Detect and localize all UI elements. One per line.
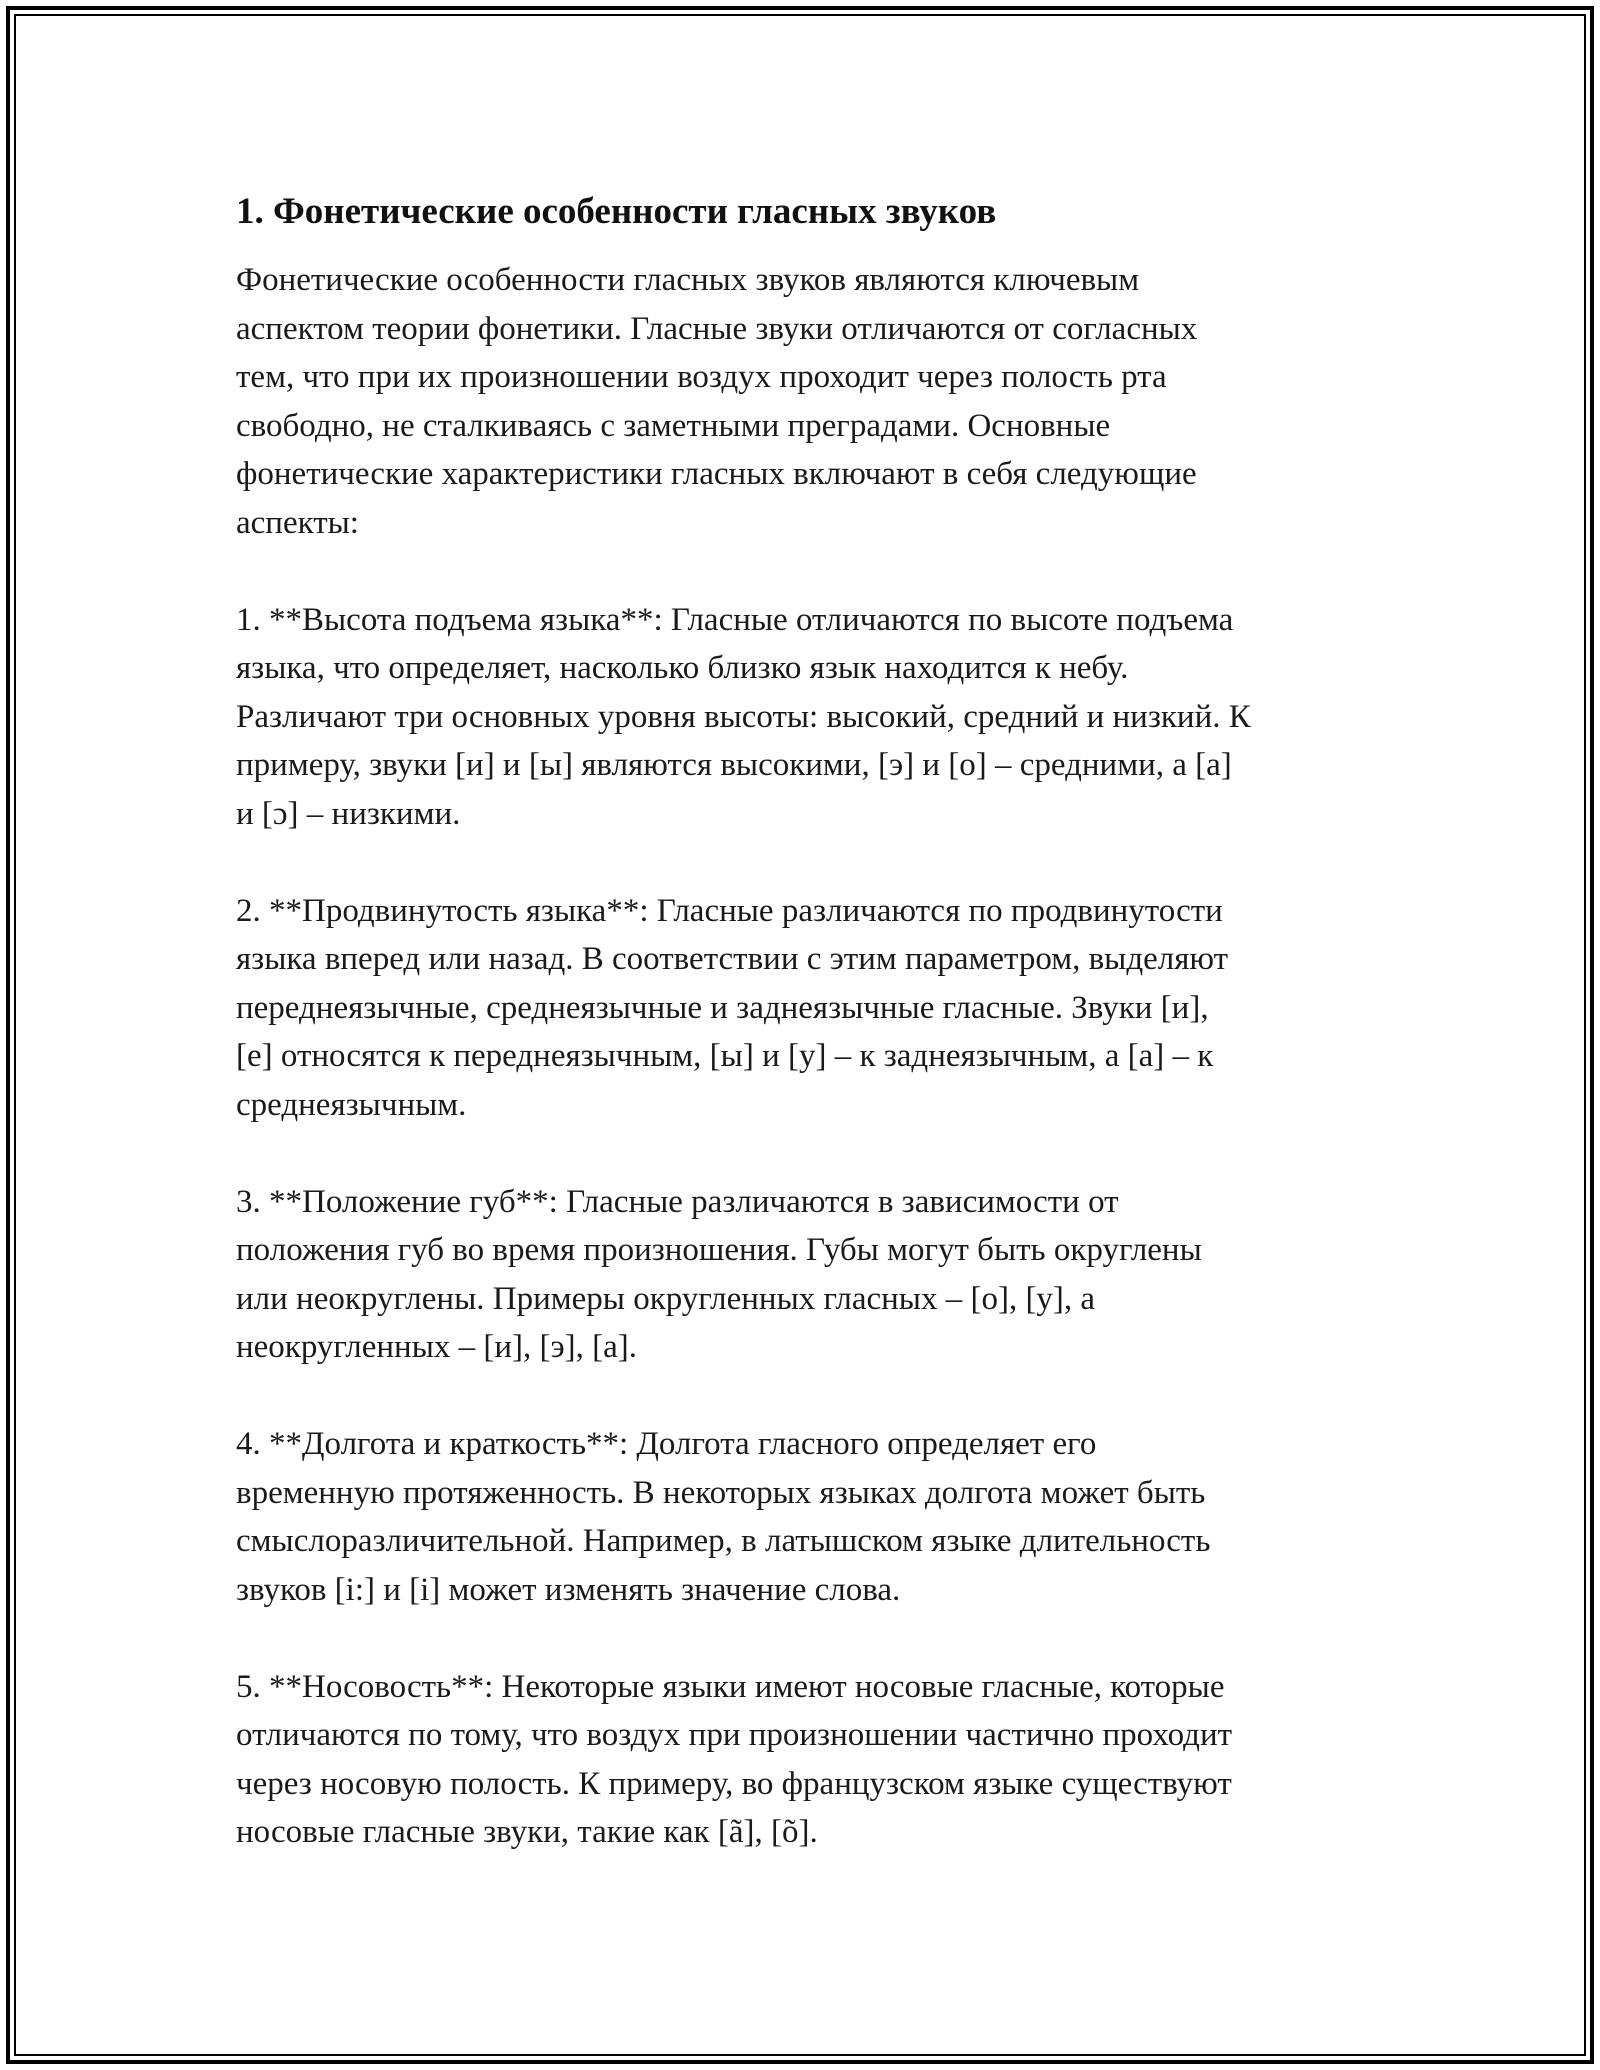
intro-paragraph: Фонетические особенности гласных звуков являются ключевым аспектом теории фонетики. Гласные звуки отличаются от согласных тем, что при их произношении воздух проходит через полость рта свободно, не сталкиваясь с заметными преградами. Основные фонетические характеристики гласных включают в себя следующие аспекты: — [236, 262, 1198, 541]
page-title: 1. Фонетические особенности гласных звуков — [236, 191, 997, 232]
list-item-nasality: 5. **Носовость**: Некоторые языки имеют носовые гласные, которые отличаются по тому, что воздух при произношении частично проходит через носовую полость. К примеру, во французском языке существуют носовые гласные звуки, такие как [ã], [õ]. — [236, 1668, 1233, 1850]
document-body — [236, 186, 1386, 1857]
list-item-length: 4. **Долгота и краткость**: Долгота гласного определяет его временную протяженность. В некоторых языках долгота может быть смыслоразличительной. Например, в латышском языке длительность звуков [i:] и [i] может изменять значение слова. — [236, 1426, 1211, 1608]
list-item-tongue-height: 1. **Высота подъема языка**: Гласные отличаются по высоте подъема языка, что определяет, насколько близко язык находится к небу. Различают три основных уровня высоты: высокий, средний и низкий. К примеру, звуки [и] и [ы] являются высокими, [э] и [о] – средними, а [а] и [ɔ] – низкими. — [236, 601, 1251, 832]
list-item-tongue-advancement: 2. **Продвинутость языка**: Гласные различаются по продвинутости языка вперед или назад. В соответствии с этим параметром, выделяют переднеязычные, среднеязычные и заднеязычные гласные. Звуки [и], [е] относятся к переднеязычным, [ы] и [у] – к заднеязычным, а [а] – к среднеязычным. — [236, 892, 1229, 1123]
list-item-lip-position: 3. **Положение губ**: Гласные различаются в зависимости от положения губ во время произношения. Губы могут быть округлены или неокруглены. Примеры округленных гласных – [о], [у], а неокругленных – [и], [э], [а]. — [236, 1183, 1202, 1365]
